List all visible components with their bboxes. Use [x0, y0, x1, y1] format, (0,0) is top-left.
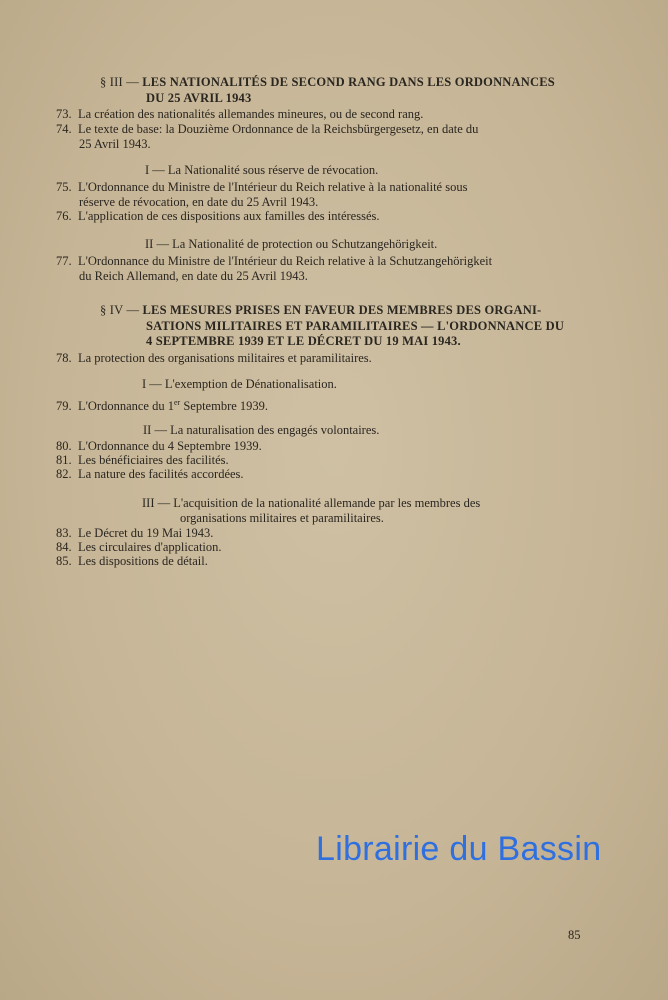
section-number: § IV —	[100, 303, 140, 317]
item-text: L'Ordonnance du 1er Septembre 1939.	[78, 398, 269, 414]
item-text-continued: du Reich Allemand, en date du 25 Avril 1943.	[79, 268, 308, 283]
item-text: Les circulaires d'application.	[78, 540, 222, 554]
list-item	[56, 122, 596, 151]
item-text: Le texte de base: la Douzième Ordonnance de la Reichsbürgergesetz, en date du	[78, 122, 479, 136]
item-number: 83.	[56, 526, 72, 540]
item-number: 78.	[56, 351, 72, 365]
section-title-line: LES MESURES PRISES EN FAVEUR DES MEMBRES DES ORGANI-	[142, 303, 542, 317]
subsection-heading-line: organisations militaires et paramilitaires.	[180, 511, 384, 525]
item-text: Les bénéficiaires des facilités.	[78, 453, 229, 467]
section-number: § III —	[100, 75, 139, 89]
item-number: 82.	[56, 467, 72, 481]
item-text: L'Ordonnance du Ministre de l'Intérieur du Reich relative à la Schutzangehörigkeit	[78, 254, 493, 268]
list-item	[56, 209, 596, 224]
section-title-line: SATIONS MILITAIRES ET PARAMILITAIRES — L'ORDONNANCE DU	[146, 318, 565, 333]
list-item	[56, 453, 596, 468]
list-item	[56, 351, 596, 366]
item-text-continued: réserve de révocation, en date du 25 Avril 1943.	[79, 194, 319, 209]
list-item	[56, 254, 596, 283]
page-number: 85	[568, 928, 581, 942]
subsection-heading: I — La Nationalité sous réserve de révocation.	[145, 163, 379, 177]
item-text: L'application de ces dispositions aux familles des intéressés.	[78, 209, 380, 223]
list-item	[56, 554, 596, 569]
item-number: 79.	[56, 399, 72, 414]
item-text: L'Ordonnance du 4 Septembre 1939.	[78, 439, 262, 453]
section-title-line: 4 SEPTEMBRE 1939 ET LE DÉCRET DU 19 MAI 1943.	[146, 334, 461, 348]
list-item	[56, 467, 596, 482]
item-text-continued: 25 Avril 1943.	[79, 136, 151, 151]
item-text: La protection des organisations militaires et paramilitaires.	[78, 351, 372, 365]
item-number: 85.	[56, 554, 72, 568]
list-item	[56, 107, 596, 122]
list-item	[56, 439, 596, 454]
watermark: Librairie du Bassin	[316, 830, 602, 868]
item-number: 76.	[56, 209, 72, 223]
item-number: 74.	[56, 122, 72, 136]
item-text: L'Ordonnance du Ministre de l'Intérieur du Reich relative à la nationalité sous	[78, 180, 468, 194]
section-heading-iv	[100, 303, 590, 350]
item-text: Le Décret du 19 Mai 1943.	[78, 526, 214, 540]
list-item	[56, 396, 596, 414]
subsection-heading: II — La naturalisation des engagés volontaires.	[143, 423, 380, 437]
item-number: 81.	[56, 453, 72, 467]
section-heading-iii	[100, 75, 590, 106]
subsection-heading	[142, 496, 582, 526]
list-item	[56, 540, 596, 555]
subsection-heading-line: III — L'acquisition de la nationalité allemande par les membres des	[142, 496, 481, 510]
item-text: La création des nationalités allemandes mineures, ou de second rang.	[78, 107, 424, 121]
list-item	[56, 180, 596, 209]
section-title-line: DU 25 AVRIL 1943	[146, 90, 252, 105]
subsection-heading: II — La Nationalité de protection ou Schutzangehörigkeit.	[145, 237, 438, 251]
subsection-heading: I — L'exemption de Dénationalisation.	[142, 377, 337, 391]
item-text: La nature des facilités accordées.	[78, 467, 244, 481]
item-number: 73.	[56, 107, 72, 121]
item-text: Les dispositions de détail.	[78, 554, 208, 568]
item-number: 80.	[56, 439, 72, 453]
item-number: 84.	[56, 540, 72, 554]
list-item	[56, 526, 596, 541]
item-number: 75.	[56, 180, 72, 194]
section-title-line: LES NATIONALITÉS DE SECOND RANG DANS LES ORDONNANCES	[142, 75, 555, 89]
item-number: 77.	[56, 254, 72, 268]
